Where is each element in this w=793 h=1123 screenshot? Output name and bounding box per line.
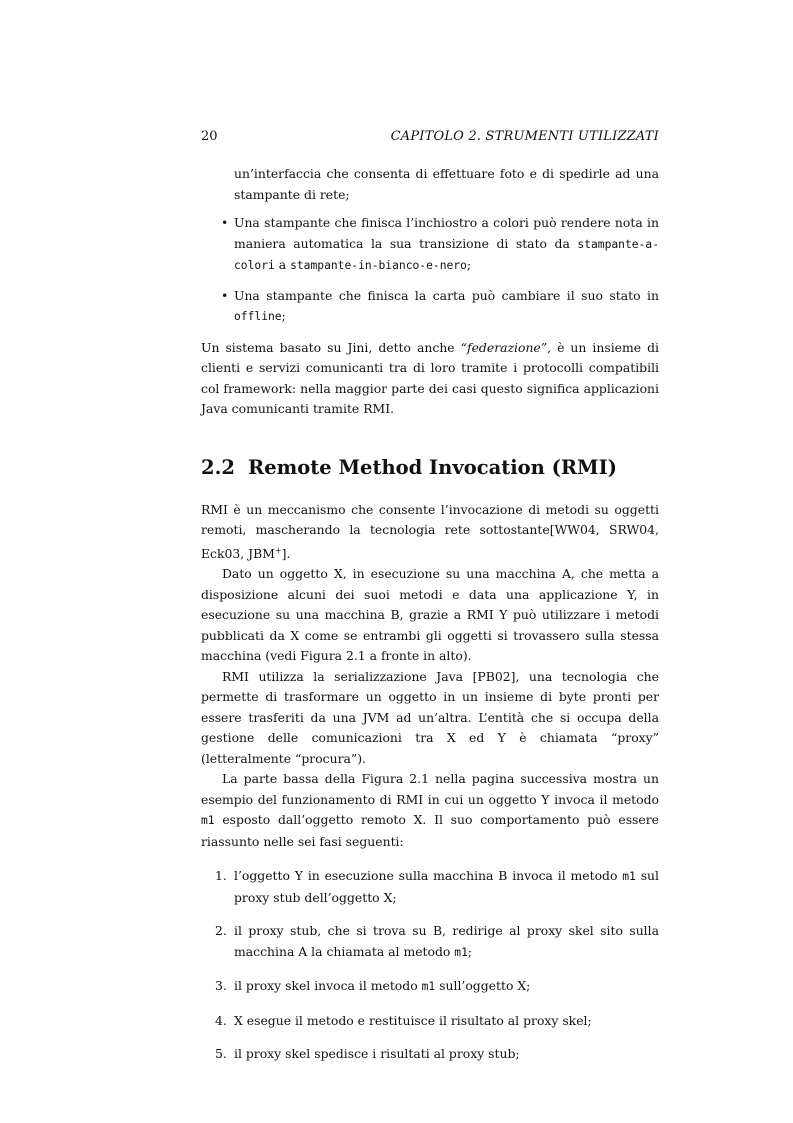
list-number: 5.: [215, 1046, 227, 1062]
page-number: 20: [201, 129, 218, 144]
steps-list: [201, 866, 659, 1065]
list-item: [201, 976, 659, 998]
bullet-icon: •: [221, 287, 229, 303]
list-item-text: il proxy skel invoca il metodo: [234, 978, 422, 994]
list-item-text: sul proxy stub dell’oggetto X;: [234, 868, 659, 905]
code-text: m1: [454, 945, 468, 959]
running-header: [201, 129, 659, 147]
bullet-list: [201, 213, 659, 328]
superscript: +: [274, 545, 282, 555]
code-text: m1: [201, 814, 215, 828]
paragraph: Dato un oggetto X, in esecuzione su una macchina A, che metta a disposizione alcuni dei suoi metodi e data una applicazione Y, in esecuzione su una macchina B, grazie a RMI Y può utilizzare i metodi pubblicati da X come se entrambi gli oggetti si trovassero sulla stessa macchina (vedi Figura 2.1 a fronte in alto).: [201, 566, 659, 664]
list-item-text: ;: [281, 308, 286, 323]
code-text: stampante-in-bianco-e-nero: [290, 259, 467, 272]
bullet-icon: •: [221, 215, 229, 230]
list-item-text: il proxy skel spedisce i risultati al proxy stub;: [234, 1046, 520, 1062]
section-heading: [201, 456, 659, 480]
list-item-text: Una stampante che finisca l’inchiostro a colori può rendere nota in maniera automatica la sua transizione di stato da: [234, 215, 659, 251]
list-item-text: X esegue il metodo e restituisce il risultato al proxy skel;: [234, 1012, 592, 1028]
list-item-text: sull’oggetto X;: [435, 978, 531, 994]
list-number: 4.: [215, 1012, 227, 1028]
list-item: [201, 866, 659, 908]
paragraph: RMI utilizza la serializzazione Java [PB02], una tecnologia che permette di trasformare un oggetto in un insieme di byte pronti per essere trasferiti da una JVM ad un’altra. L’entità che si occupa della gestione delle comunicazioni tra X ed Y è chiamata “proxy” (letteralmente “procura”).: [201, 668, 659, 766]
section-title: Remote Method Invocation (RMI): [248, 455, 617, 479]
list-item-text: il proxy stub, che si trova su B, redirige al proxy skel sito sulla macchina A la chiamata al metodo: [234, 923, 659, 959]
section-number: 2.2: [201, 455, 235, 479]
list-item: [201, 213, 659, 277]
page-body: [201, 164, 659, 1078]
list-item-text: ;: [466, 257, 472, 272]
paragraph-text: Un sistema basato su Jini, detto anche: [201, 339, 461, 355]
list-number: 3.: [215, 978, 227, 994]
paragraph-text: La parte bassa della Figura 2.1 nella pagina successiva mostra un esempio del funzionamento di RMI in cui un oggetto Y invoca il metodo: [201, 771, 659, 807]
list-item-text: a: [274, 257, 291, 272]
paragraph-text: RMI è un meccanismo che consente l’invocazione di metodi su oggetti remoti, mascherando la tecnologia rete sottostante[WW04, SRW04, Eck03, JBM: [201, 501, 659, 561]
list-number: 2.: [215, 923, 227, 939]
paragraph-text: ].: [281, 545, 291, 561]
emphasis-text: “federazione”: [460, 339, 548, 355]
list-item: [201, 1011, 659, 1032]
paragraph-text: esposto dall’oggetto remoto X. Il suo comportamento può essere riassunto nelle sei fasi seguenti:: [201, 812, 659, 849]
code-text: offline: [234, 310, 282, 323]
chapter-title: CAPITOLO 2. STRUMENTI UTILIZZATI: [390, 129, 659, 144]
paragraph: [201, 769, 659, 852]
list-item-text: l’oggetto Y in esecuzione sulla macchina B invoca il metodo: [234, 868, 623, 884]
list-item: [201, 286, 659, 328]
code-text: stampante-a-colori: [234, 237, 659, 272]
list-number: 1.: [215, 868, 227, 884]
paragraph-text: , è un insieme di clienti e servizi comunicanti tra di loro tramite i protocolli compatibili col framework: nella maggior parte dei casi questo significa applicazioni Java comunicanti tramite RMI.: [201, 339, 660, 416]
jini-paragraph: [201, 338, 659, 420]
code-text: m1: [421, 980, 436, 994]
continued-list-item: un’interfaccia che consenta di effettuare foto e di spedirle ad una stampante di rete;: [234, 166, 659, 202]
list-item-text: Una stampante che finisca la carta può cambiare il suo stato in: [234, 287, 659, 303]
paragraph: [201, 500, 659, 565]
list-item: [201, 921, 659, 963]
list-item: [201, 1044, 659, 1065]
list-item-text: ;: [467, 943, 473, 959]
code-text: m1: [622, 870, 636, 884]
